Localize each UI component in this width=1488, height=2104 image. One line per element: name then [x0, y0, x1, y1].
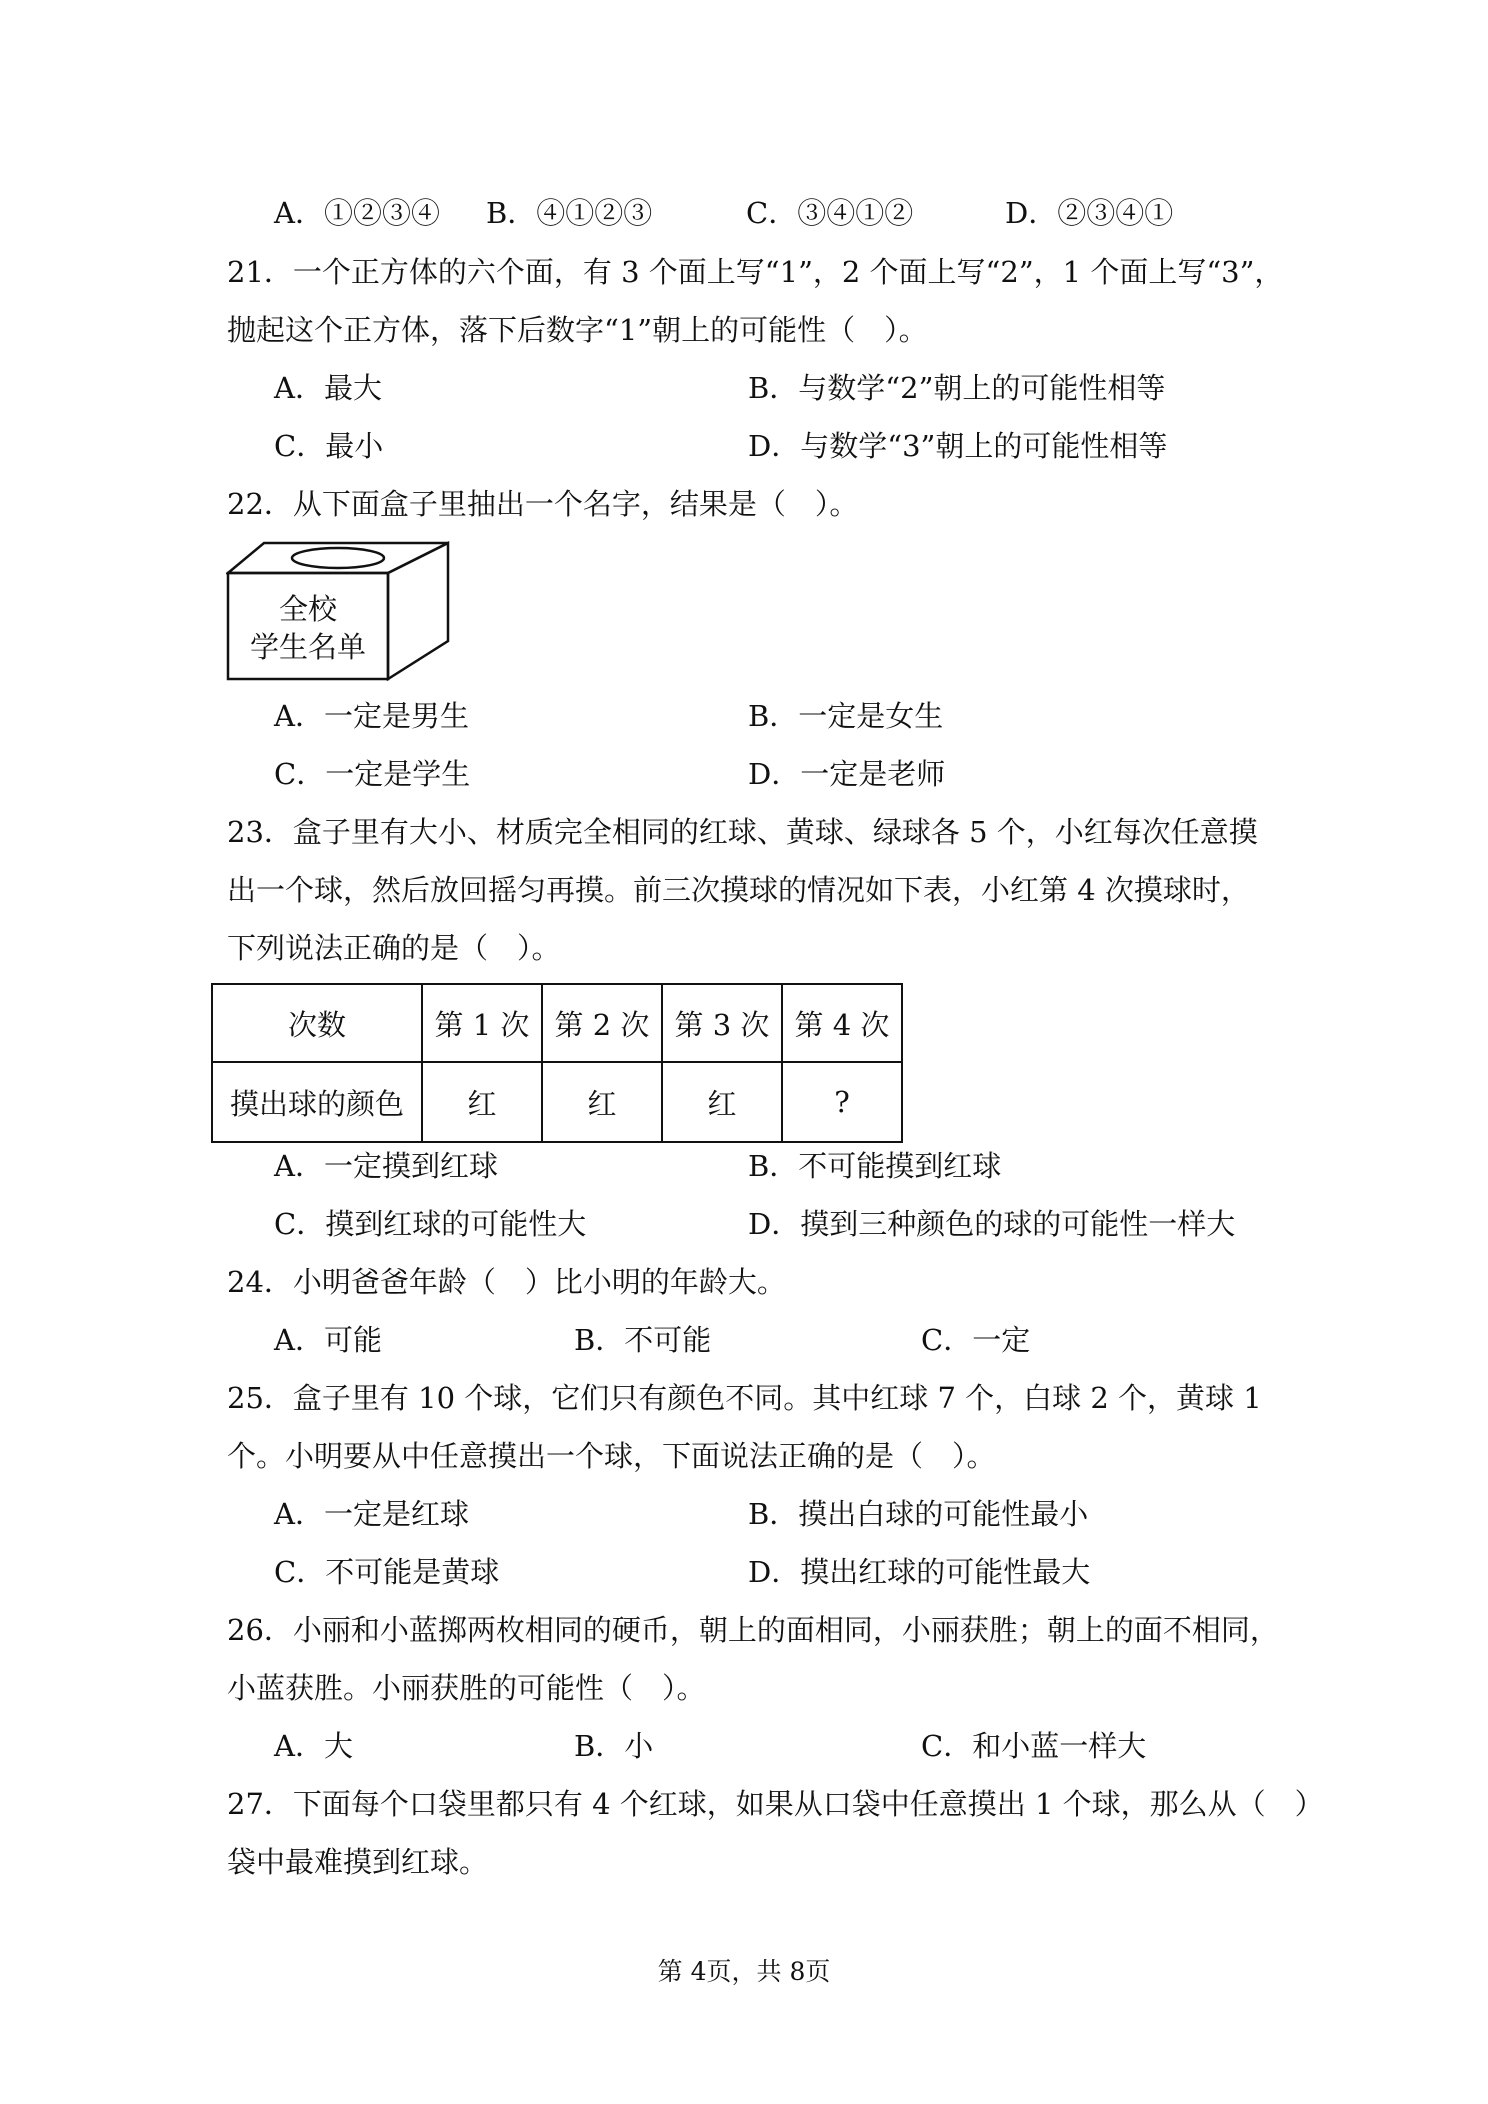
table-header-cell: 次数 [212, 984, 422, 1062]
q26-option-c: C．和小蓝一样大 [921, 1729, 1147, 1763]
box-label-line-2: 学生名单 [249, 630, 366, 664]
table-cell: 红 [662, 1062, 782, 1142]
table-row [212, 1062, 902, 1142]
q25-option-d: D．摸出红球的可能性最大 [748, 1555, 1091, 1589]
q21-option-a: A．最大 [274, 371, 382, 405]
draw-results-table [211, 983, 903, 1143]
table-cell: 摸出球的颜色 [212, 1062, 422, 1142]
table-cell: ? [782, 1062, 902, 1142]
name-box-figure [226, 541, 456, 685]
q23-stem-line-2: 出一个球，然后放回摇匀再摸。前三次摸球的情况如下表，小红第 4 次摸球时， [227, 873, 1250, 907]
table-cell: 红 [542, 1062, 662, 1142]
q23-stem-line-3: 下列说法正确的是（ ）。 [227, 931, 561, 965]
q25-option-a: A．一定是红球 [274, 1497, 469, 1531]
q20-option-a: A．①②③④ [274, 196, 440, 230]
q25-option-b: B．摸出白球的可能性最小 [748, 1497, 1089, 1531]
q22-option-a: A．一定是男生 [274, 699, 469, 733]
table-header-cell: 第 4 次 [782, 984, 902, 1062]
q21-stem-line-1: 21．一个正方体的六个面，有 3 个面上写“1”，2 个面上写“2”，1 个面上写“3”， [227, 255, 1284, 289]
q20-option-d: D．②③④① [1005, 196, 1174, 230]
q21-option-b: B．与数学“2”朝上的可能性相等 [748, 371, 1166, 405]
q25-stem-line-2: 个。小明要从中任意摸出一个球，下面说法正确的是（ ）。 [227, 1439, 996, 1473]
q22-option-d: D．一定是老师 [748, 757, 946, 791]
q22-option-b: B．一定是女生 [748, 699, 944, 733]
table-row [212, 984, 902, 1062]
table-header-cell: 第 3 次 [662, 984, 782, 1062]
q21-option-c: C．最小 [274, 429, 384, 463]
q27-stem-line-1: 27．下面每个口袋里都只有 4 个红球，如果从口袋中任意摸出 1 个球，那么从（ ） [227, 1787, 1324, 1821]
q23-stem-line-1: 23．盒子里有大小、材质完全相同的红球、黄球、绿球各 5 个，小红每次任意摸 [227, 815, 1258, 849]
q27-stem-line-2: 袋中最难摸到红球。 [227, 1845, 489, 1879]
q21-stem-line-2: 抛起这个正方体，落下后数字“1”朝上的可能性（ ）。 [227, 313, 928, 347]
q26-option-a: A．大 [274, 1729, 353, 1763]
q23-option-b: B．不可能摸到红球 [748, 1149, 1002, 1183]
q23-option-c: C．摸到红球的可能性大 [274, 1207, 587, 1241]
q25-stem-line-1: 25．盒子里有 10 个球，它们只有颜色不同。其中红球 7 个，白球 2 个，黄球 1 [227, 1381, 1262, 1415]
box-label-line-1: 全校 [278, 592, 337, 626]
q24-stem-line-1: 24．小明爸爸年龄（ ）比小明的年龄大。 [227, 1265, 786, 1299]
q24-option-b: B．不可能 [574, 1323, 712, 1357]
q24-option-c: C．一定 [921, 1323, 1031, 1357]
q26-stem-line-2: 小蓝获胜。小丽获胜的可能性（ ）。 [227, 1671, 706, 1705]
q20-option-b: B．④①②③ [486, 196, 653, 230]
q21-option-d: D．与数学“3”朝上的可能性相等 [748, 429, 1168, 463]
q26-option-b: B．小 [574, 1729, 654, 1763]
q22-option-c: C．一定是学生 [274, 757, 471, 791]
table-cell: 红 [422, 1062, 542, 1142]
q20-option-c: C．③④①② [746, 196, 914, 230]
q25-option-c: C．不可能是黄球 [274, 1555, 500, 1589]
page-footer: 第 4页，共 8页 [657, 1957, 831, 1986]
q26-stem-line-1: 26．小丽和小蓝掷两枚相同的硬币，朝上的面相同，小丽获胜；朝上的面不相同， [227, 1613, 1279, 1647]
table-header-cell: 第 2 次 [542, 984, 662, 1062]
q24-option-a: A．可能 [274, 1323, 382, 1357]
q23-option-a: A．一定摸到红球 [274, 1149, 498, 1183]
q22-stem-line-1: 22．从下面盒子里抽出一个名字，结果是（ ）。 [227, 487, 859, 521]
table-header-cell: 第 1 次 [422, 984, 542, 1062]
q23-option-d: D．摸到三种颜色的球的可能性一样大 [748, 1207, 1236, 1241]
